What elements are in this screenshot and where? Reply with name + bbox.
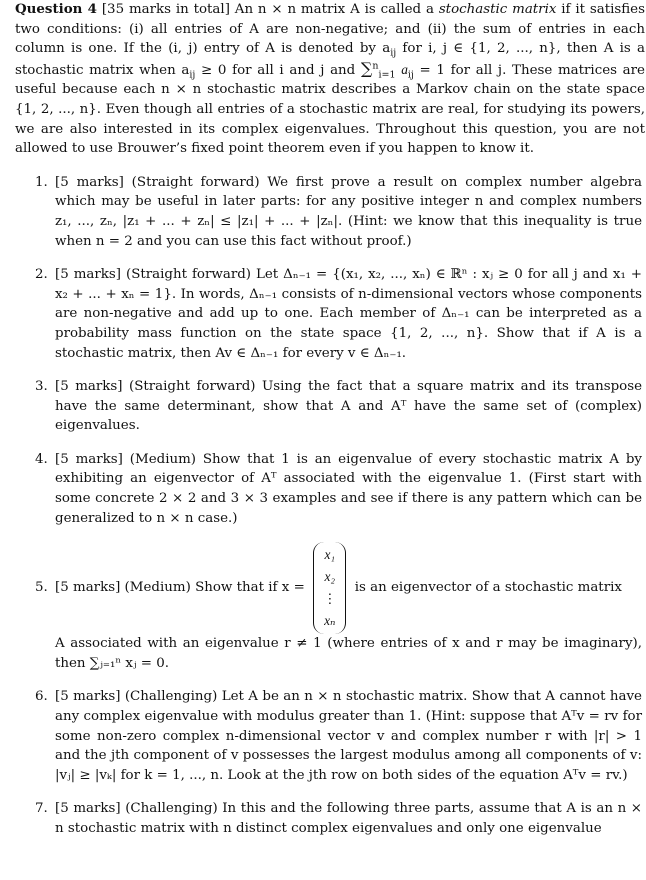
term-stochastic-matrix: stochastic matrix bbox=[438, 2, 557, 17]
intro-text-1: An n × n matrix A is called a bbox=[234, 2, 439, 17]
subscript-ij-3: ij bbox=[407, 69, 414, 81]
part-2 bbox=[35, 265, 642, 363]
part-number: 1. bbox=[35, 174, 48, 190]
question-label: Question 4 bbox=[15, 1, 97, 17]
part-number: 2. bbox=[35, 267, 48, 283]
part-6 bbox=[35, 687, 642, 785]
part-3 bbox=[35, 377, 642, 436]
part-text: [5 marks] (Straight forward) Using the fact that a square matrix and its transpose have the same determinant, show that A and Aᵀ have the same set of (complex) eigenvalues. bbox=[55, 379, 642, 434]
column-vector bbox=[313, 542, 346, 634]
part-5-first-line bbox=[35, 542, 642, 634]
intro-text-2: if it satisfies two conditions: (i) all entries of A are non-negative; and (ii) the sum of entries in each column is one. If the (i, j) entry of A is denoted by a bbox=[15, 2, 645, 57]
part-5 bbox=[35, 542, 642, 673]
part-text-continued: A associated with an eigenvalue r ≠ 1 (where entries of x and r may be imaginary), then ∑ⱼ₌₁ⁿ xⱼ = 0. bbox=[55, 636, 642, 671]
sum-upper: n bbox=[372, 60, 379, 72]
intro-text-5: = 1 for all j. These matrices are useful because each n × n stochastic matrix describes a Markov chain on the state space {1, 2, ..., n}. Even though all entries of a stochastic matrix are real, for studying its powers, we are also interested in its complex eigenvalues. Throughout this question, you are not allowed to use Brouwer’s fixed point theorem even if you happen to know it. bbox=[15, 62, 645, 157]
part-text-before: [5 marks] (Medium) Show that if x = bbox=[55, 580, 310, 596]
part-number: 7. bbox=[35, 801, 48, 817]
question-marks: [35 marks in total] bbox=[101, 2, 230, 17]
part-1 bbox=[35, 173, 642, 251]
question-page bbox=[15, 0, 645, 839]
question-intro bbox=[15, 0, 645, 159]
part-text: [5 marks] (Straight forward) We first prove a result on complex number algebra which may be useful in later parts: for any positive integer n and complex numbers z₁, ..., zₙ, |z₁ + ... + zₙ| ≤ |z₁| + ... + |zₙ|. (Hint: we know that this inequality is true when n = 2 and you can use this fact without proof.) bbox=[55, 174, 642, 249]
sum-term: a bbox=[401, 61, 408, 77]
part-number: 5. bbox=[35, 580, 48, 596]
intro-text-4: ≥ 0 for all i and j and bbox=[195, 62, 361, 78]
subscript-ij: ij bbox=[390, 47, 397, 59]
intro-text-3: for i, j ∈ {1, 2, ..., n}, then A is a stochastic matrix when a bbox=[15, 41, 645, 78]
part-text: [5 marks] (Straight forward) Let Δₙ₋₁ = {(x₁, x₂, ..., xₙ) ∈ ℝⁿ : xⱼ ≥ 0 for all j and x₁ + x₂ + ... + xₙ = 1}. In words, Δₙ₋₁ consists of n-dimensional vectors whose components are non-negative and add up to one. Each member of Δₙ₋₁ can be interpreted as a probability mass function on the state space {1, 2, ..., n}. Show that if A is a stochastic matrix, then Av ∈ Δₙ₋₁ for every v ∈ Δₙ₋₁. bbox=[55, 267, 642, 361]
vector-entry: ⋮ bbox=[323, 591, 337, 607]
vector-entry: x₂ bbox=[324, 569, 336, 585]
part-text: [5 marks] (Challenging) In this and the following three parts, assume that A is an n × n stochastic matrix with n distinct complex eigenvalues and only one eigenvalue bbox=[55, 801, 642, 836]
sum-symbol: ∑ bbox=[360, 58, 373, 78]
vector-entry: xₙ bbox=[324, 613, 336, 629]
part-text-after: is an eigenvector of a stochastic matrix bbox=[350, 580, 622, 596]
sum-lower: i=1 bbox=[378, 69, 396, 81]
part-7 bbox=[35, 799, 642, 838]
parts-list bbox=[15, 173, 645, 839]
part-4 bbox=[35, 450, 642, 528]
part-number: 3. bbox=[35, 379, 48, 395]
part-text: [5 marks] (Medium) Show that 1 is an eigenvalue of every stochastic matrix A by exhibiting an eigenvector of Aᵀ associated with the eigenvalue 1. (First start with some concrete 2 × 2 and 3 × 3 examples and see if there is any pattern which can be generalized to n × n case.) bbox=[55, 451, 642, 526]
subscript-ij-2: ij bbox=[189, 69, 196, 81]
vector-entry: x₁ bbox=[324, 547, 336, 563]
part-text: [5 marks] (Challenging) Let A be an n × n stochastic matrix. Show that A cannot have any complex eigenvalue with modulus greater than 1. (Hint: suppose that Aᵀv = rv for some non-zero complex n-dimensional vector v and complex number r with |r| > 1 and the jth component of v possesses the largest modulus among all components of v: |vⱼ| ≥ |vₖ| for k = 1, ..., n. Look at the jth row on both sides of the equation Aᵀv = rv.) bbox=[55, 689, 642, 783]
part-number: 6. bbox=[35, 689, 48, 705]
part-number: 4. bbox=[35, 451, 48, 467]
